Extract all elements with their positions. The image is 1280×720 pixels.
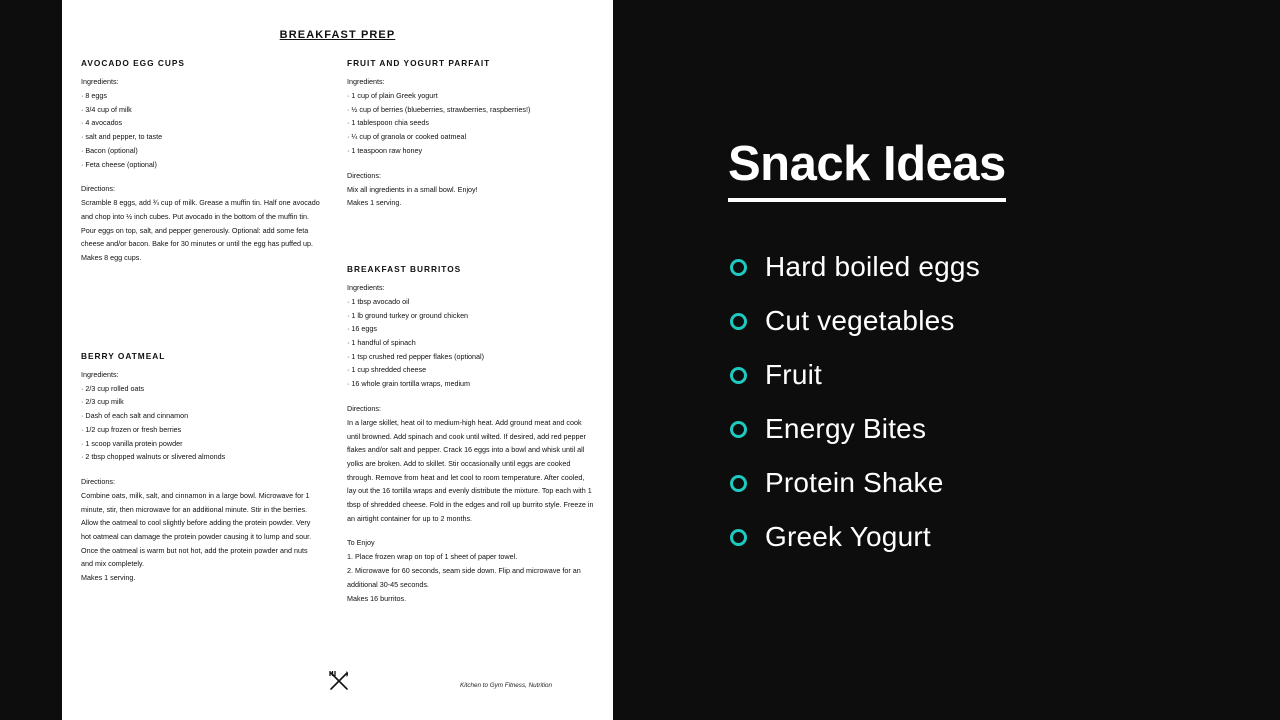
recipe-title: BERRY OATMEAL: [81, 350, 166, 361]
directions-label: Directions:: [347, 170, 381, 180]
ring-bullet-icon: [730, 259, 747, 276]
list-item: · 2 tbsp chopped walnuts or slivered almonds: [81, 452, 226, 462]
spacer: [347, 230, 595, 264]
list-item: · ¼ cup of granola or cooked oatmeal: [347, 132, 467, 142]
recipe-breakfast-burritos: [347, 264, 595, 605]
panel-title: Snack Ideas: [728, 140, 1006, 202]
list-item: · Feta cheese (optional): [81, 159, 157, 169]
ingredients-label: Ingredients:: [347, 77, 385, 86]
list-item: · 1 cup shredded cheese: [347, 365, 427, 375]
list-item: · 4 avocados: [81, 118, 123, 128]
list-item: · 8 eggs: [81, 91, 107, 100]
list-item: [730, 294, 980, 348]
list-item: · 1 scoop vanilla protein powder: [81, 438, 183, 448]
to-enjoy-step: 1. Place frozen wrap on top of 1 sheet of paper towel.: [347, 552, 518, 562]
list-item: · 2/3 cup rolled oats: [81, 383, 145, 393]
list-item: · 1 handful of spinach: [347, 338, 416, 348]
to-enjoy-step: 2. Microwave for 60 seconds, seam side down. Flip and microwave for an additional 30-45 seconds.: [347, 566, 581, 589]
ring-bullet-icon: [730, 313, 747, 330]
list-item: · 1 teaspoon raw honey: [347, 145, 423, 155]
document-footer: [62, 666, 613, 706]
ingredients-list: [347, 89, 595, 158]
directions-text: Scramble 8 eggs, add ¾ cup of milk. Grease a muffin tin. Half one avocado and chop into ½ inch cubes. Put avocado in the bottom of the muffin tin. Pour eggs on top, salt, and pepper generously. Optional: add some feta cheese and/or bacon. Bake for 30 minutes or until the egg has puffed up.: [81, 198, 320, 249]
crossed-fork-knife-icon: [324, 666, 354, 696]
ingredients-list: [81, 382, 321, 464]
list-item: [730, 348, 980, 402]
recipe-avocado-egg-cups: [81, 58, 321, 265]
spacer: [81, 285, 321, 351]
spacer: [81, 464, 321, 477]
spacer: [81, 171, 321, 184]
directions-label: Directions:: [81, 476, 115, 486]
makes-text: Makes 16 burritos.: [347, 593, 407, 603]
ingredients-list: [347, 295, 595, 391]
ingredients-label: Ingredients:: [347, 282, 385, 292]
list-item-label: Protein Shake: [765, 467, 944, 498]
directions-label: Directions:: [81, 184, 115, 194]
snack-ideas-panel: [613, 0, 1280, 720]
list-item-label: Cut vegetables: [765, 305, 955, 336]
recipe-title: FRUIT AND YOGURT PARFAIT: [347, 58, 491, 68]
list-item: [730, 402, 980, 456]
snack-ideas-list: [730, 240, 980, 564]
directions-text: Mix all ingredients in a small bowl. Enjoy!: [347, 184, 478, 194]
list-item: · 1 tablespoon chia seeds: [347, 118, 429, 128]
list-item-label: Fruit: [765, 359, 822, 390]
ring-bullet-icon: [730, 475, 747, 492]
list-item-label: Energy Bites: [765, 413, 927, 444]
document-title: BREAKFAST PREP: [279, 29, 396, 41]
directions-text: In a large skillet, heat oil to medium-high heat. Add ground meat and cook until browned. Add spinach and cook until wilted. If desired, add red pepper flakes and/or salt and pepper. Crack 16 eggs into a bowl and whisk until all yolks are broken. Add to skillet. Stir occasionally until eggs are cooked through. Remove from heat and let cool to room temperature. After cooled, lay out the 16 tortilla wraps and evenly distribute the mixture. Top each with 1 tbsp of shredded cheese. Fold in the edges and roll up burrito style. Freeze in an airtight container for up to 2 months.: [347, 417, 594, 523]
recipe-title: AVOCADO EGG CUPS: [81, 58, 185, 68]
makes-text: Makes 1 serving.: [81, 573, 136, 583]
spacer: [347, 158, 595, 171]
recipe-document-page: [62, 0, 613, 720]
list-item: · Bacon (optional): [81, 145, 138, 155]
recipe-fruit-and-yogurt-parfait: [347, 58, 595, 210]
footer-credit: Kitchen to Gym Fitness, Nutrition: [460, 682, 553, 689]
list-item-label: Greek Yogurt: [765, 521, 931, 552]
ingredients-label: Ingredients:: [81, 77, 119, 86]
document-column-right: [347, 58, 595, 625]
list-item: · 16 whole grain tortilla wraps, medium: [347, 379, 471, 389]
list-item: · ½ cup of berries (blueberries, strawberries, raspberries!): [347, 104, 531, 114]
list-item: · salt and pepper, to taste: [81, 132, 163, 142]
list-item: [730, 510, 980, 564]
list-item: [730, 240, 980, 294]
list-item: · 1/2 cup frozen or fresh berries: [81, 424, 182, 434]
directions-label: Directions:: [347, 403, 381, 413]
list-item: · 2/3 cup milk: [81, 397, 124, 407]
spacer: [347, 391, 595, 404]
ingredients-list: [81, 89, 321, 171]
list-item: [730, 456, 980, 510]
document-column-left: [81, 58, 321, 605]
ring-bullet-icon: [730, 529, 747, 546]
makes-text: Makes 1 serving.: [347, 198, 402, 208]
list-item: · 1 cup of plain Greek yogurt: [347, 91, 438, 100]
ring-bullet-icon: [730, 421, 747, 438]
list-item: · Dash of each salt and cinnamon: [81, 411, 189, 421]
list-item: · 1 tbsp avocado oil: [347, 296, 410, 306]
ring-bullet-icon: [730, 367, 747, 384]
list-item-label: Hard boiled eggs: [765, 251, 980, 282]
list-item: · 3/4 cup of milk: [81, 104, 132, 114]
directions-text: Combine oats, milk, salt, and cinnamon in a large bowl. Microwave for 1 minute, stir, then microwave for an additional minute. Stir in the berries. Allow the oatmeal to cool slightly before adding the protein powder. Very hot oatmeal can damage the protein powder causing it to lump and sour. Once the oatmeal is warm but not hot, add the protein powder and nuts and mix completely.: [81, 490, 312, 569]
list-item: · 16 eggs: [347, 324, 377, 334]
to-enjoy-label: To Enjoy: [347, 538, 375, 548]
recipe-title: BREAKFAST BURRITOS: [347, 263, 462, 274]
spacer: [347, 525, 595, 538]
list-item: · 1 tsp crushed red pepper flakes (optional): [347, 351, 485, 361]
list-item: · 1 lb ground turkey or ground chicken: [347, 310, 469, 320]
makes-text: Makes 8 egg cups.: [81, 253, 142, 263]
recipe-berry-oatmeal: [81, 351, 321, 585]
ingredients-label: Ingredients:: [81, 369, 119, 379]
